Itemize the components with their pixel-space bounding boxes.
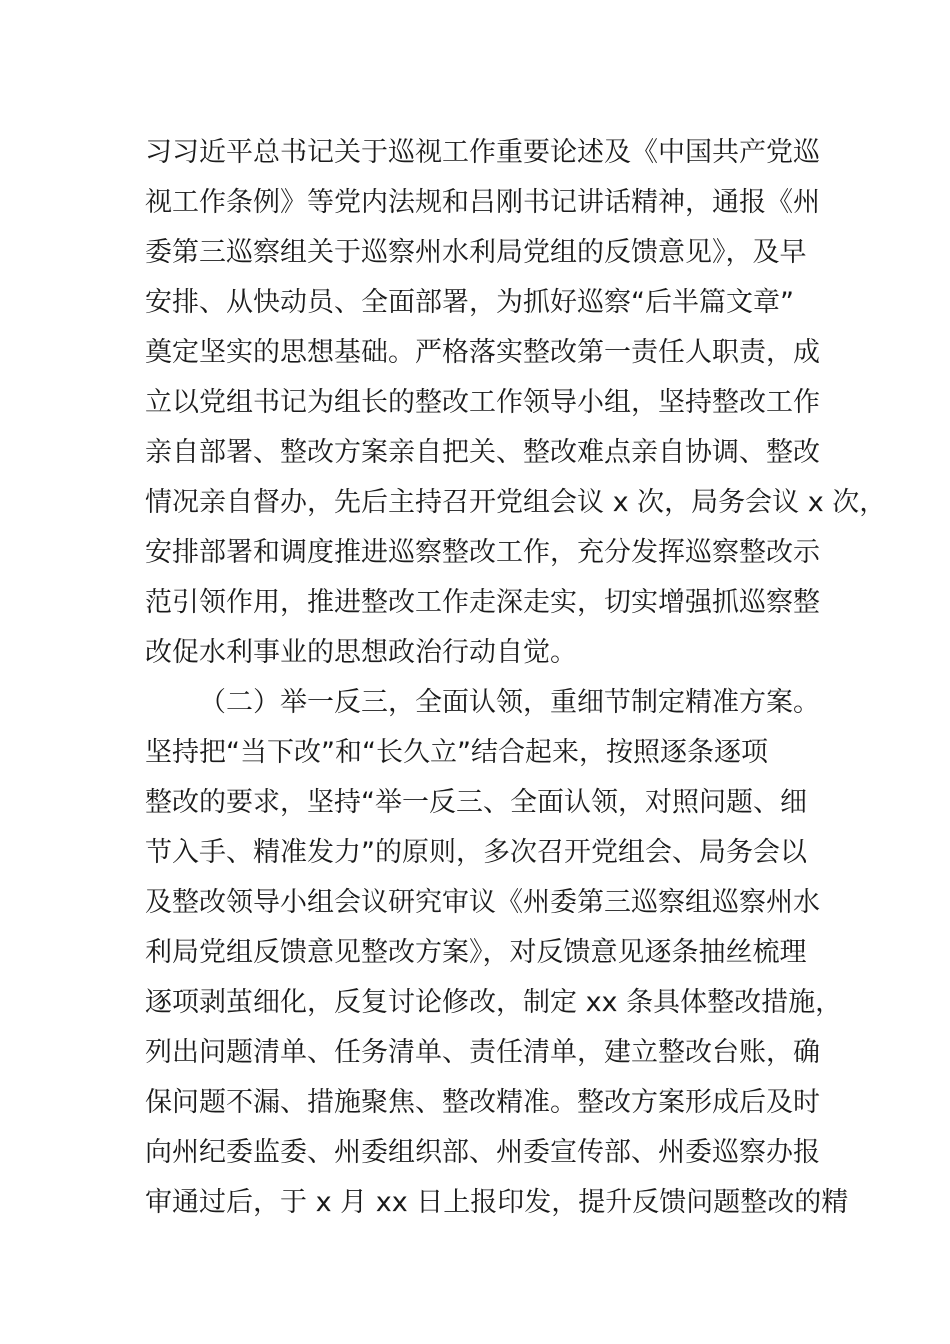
- text-line: 习习近平总书记关于巡视工作重要论述及《中国共产党巡: [145, 137, 820, 168]
- text-line: 向州纪委监委、州委组织部、州委宣传部、州委巡察办报: [145, 1137, 820, 1168]
- text-line: 改促水利事业的思想政治行动自觉。: [145, 637, 577, 668]
- section-heading: （二）举一反三，全面认领，重细节制定精准方案。: [199, 687, 820, 718]
- text-line: 安排部署和调度推进巡察整改工作，充分发挥巡察整改示: [145, 537, 820, 568]
- text-line: 节入手、精准发力”的原则，多次召开党组会、局务会以: [145, 837, 807, 868]
- text-line: 视工作条例》等党内法规和吕刚书记讲话精神，通报《州: [145, 187, 820, 218]
- text-line: 委第三巡察组关于巡察州水利局党组的反馈意见》，及早: [145, 237, 807, 268]
- text-line: 坚持把“当下改”和“长久立”结合起来，按照逐条逐项: [145, 737, 768, 768]
- text-line: 奠定坚实的思想基础。严格落实整改第一责任人职责，成: [145, 337, 820, 368]
- text-line: 立以党组书记为组长的整改工作领导小组，坚持整改工作: [145, 387, 820, 418]
- text-line: 安排、从快动员、全面部署，为抓好巡察“后半篇文章”: [145, 287, 794, 318]
- text-line: 整改的要求，坚持“举一反三、全面认领，对照问题、细: [145, 787, 807, 818]
- document-body: [145, 128, 887, 1228]
- text-line: 列出问题清单、任务清单、责任清单，建立整改台账，确: [145, 1037, 820, 1068]
- text-line: 范引领作用，推进整改工作走深走实，切实增强抓巡察整: [145, 587, 820, 618]
- text-line: 情况亲自督办，先后主持召开党组会议 x 次，局务会议 x 次，: [145, 487, 887, 518]
- text-line: 审通过后，于 x 月 xx 日上报印发，提升反馈问题整改的精: [145, 1187, 849, 1218]
- text-line: 利局党组反馈意见整改方案》，对反馈意见逐条抽丝梳理: [145, 937, 807, 968]
- text-line: 亲自部署、整改方案亲自把关、整改难点亲自协调、整改: [145, 437, 820, 468]
- text-line: 保问题不漏、措施聚焦、整改精准。整改方案形成后及时: [145, 1087, 820, 1118]
- text-line: 逐项剥茧细化，反复讨论修改，制定 xx 条具体整改措施，: [145, 987, 843, 1018]
- text-line: 及整改领导小组会议研究审议《州委第三巡察组巡察州水: [145, 887, 820, 918]
